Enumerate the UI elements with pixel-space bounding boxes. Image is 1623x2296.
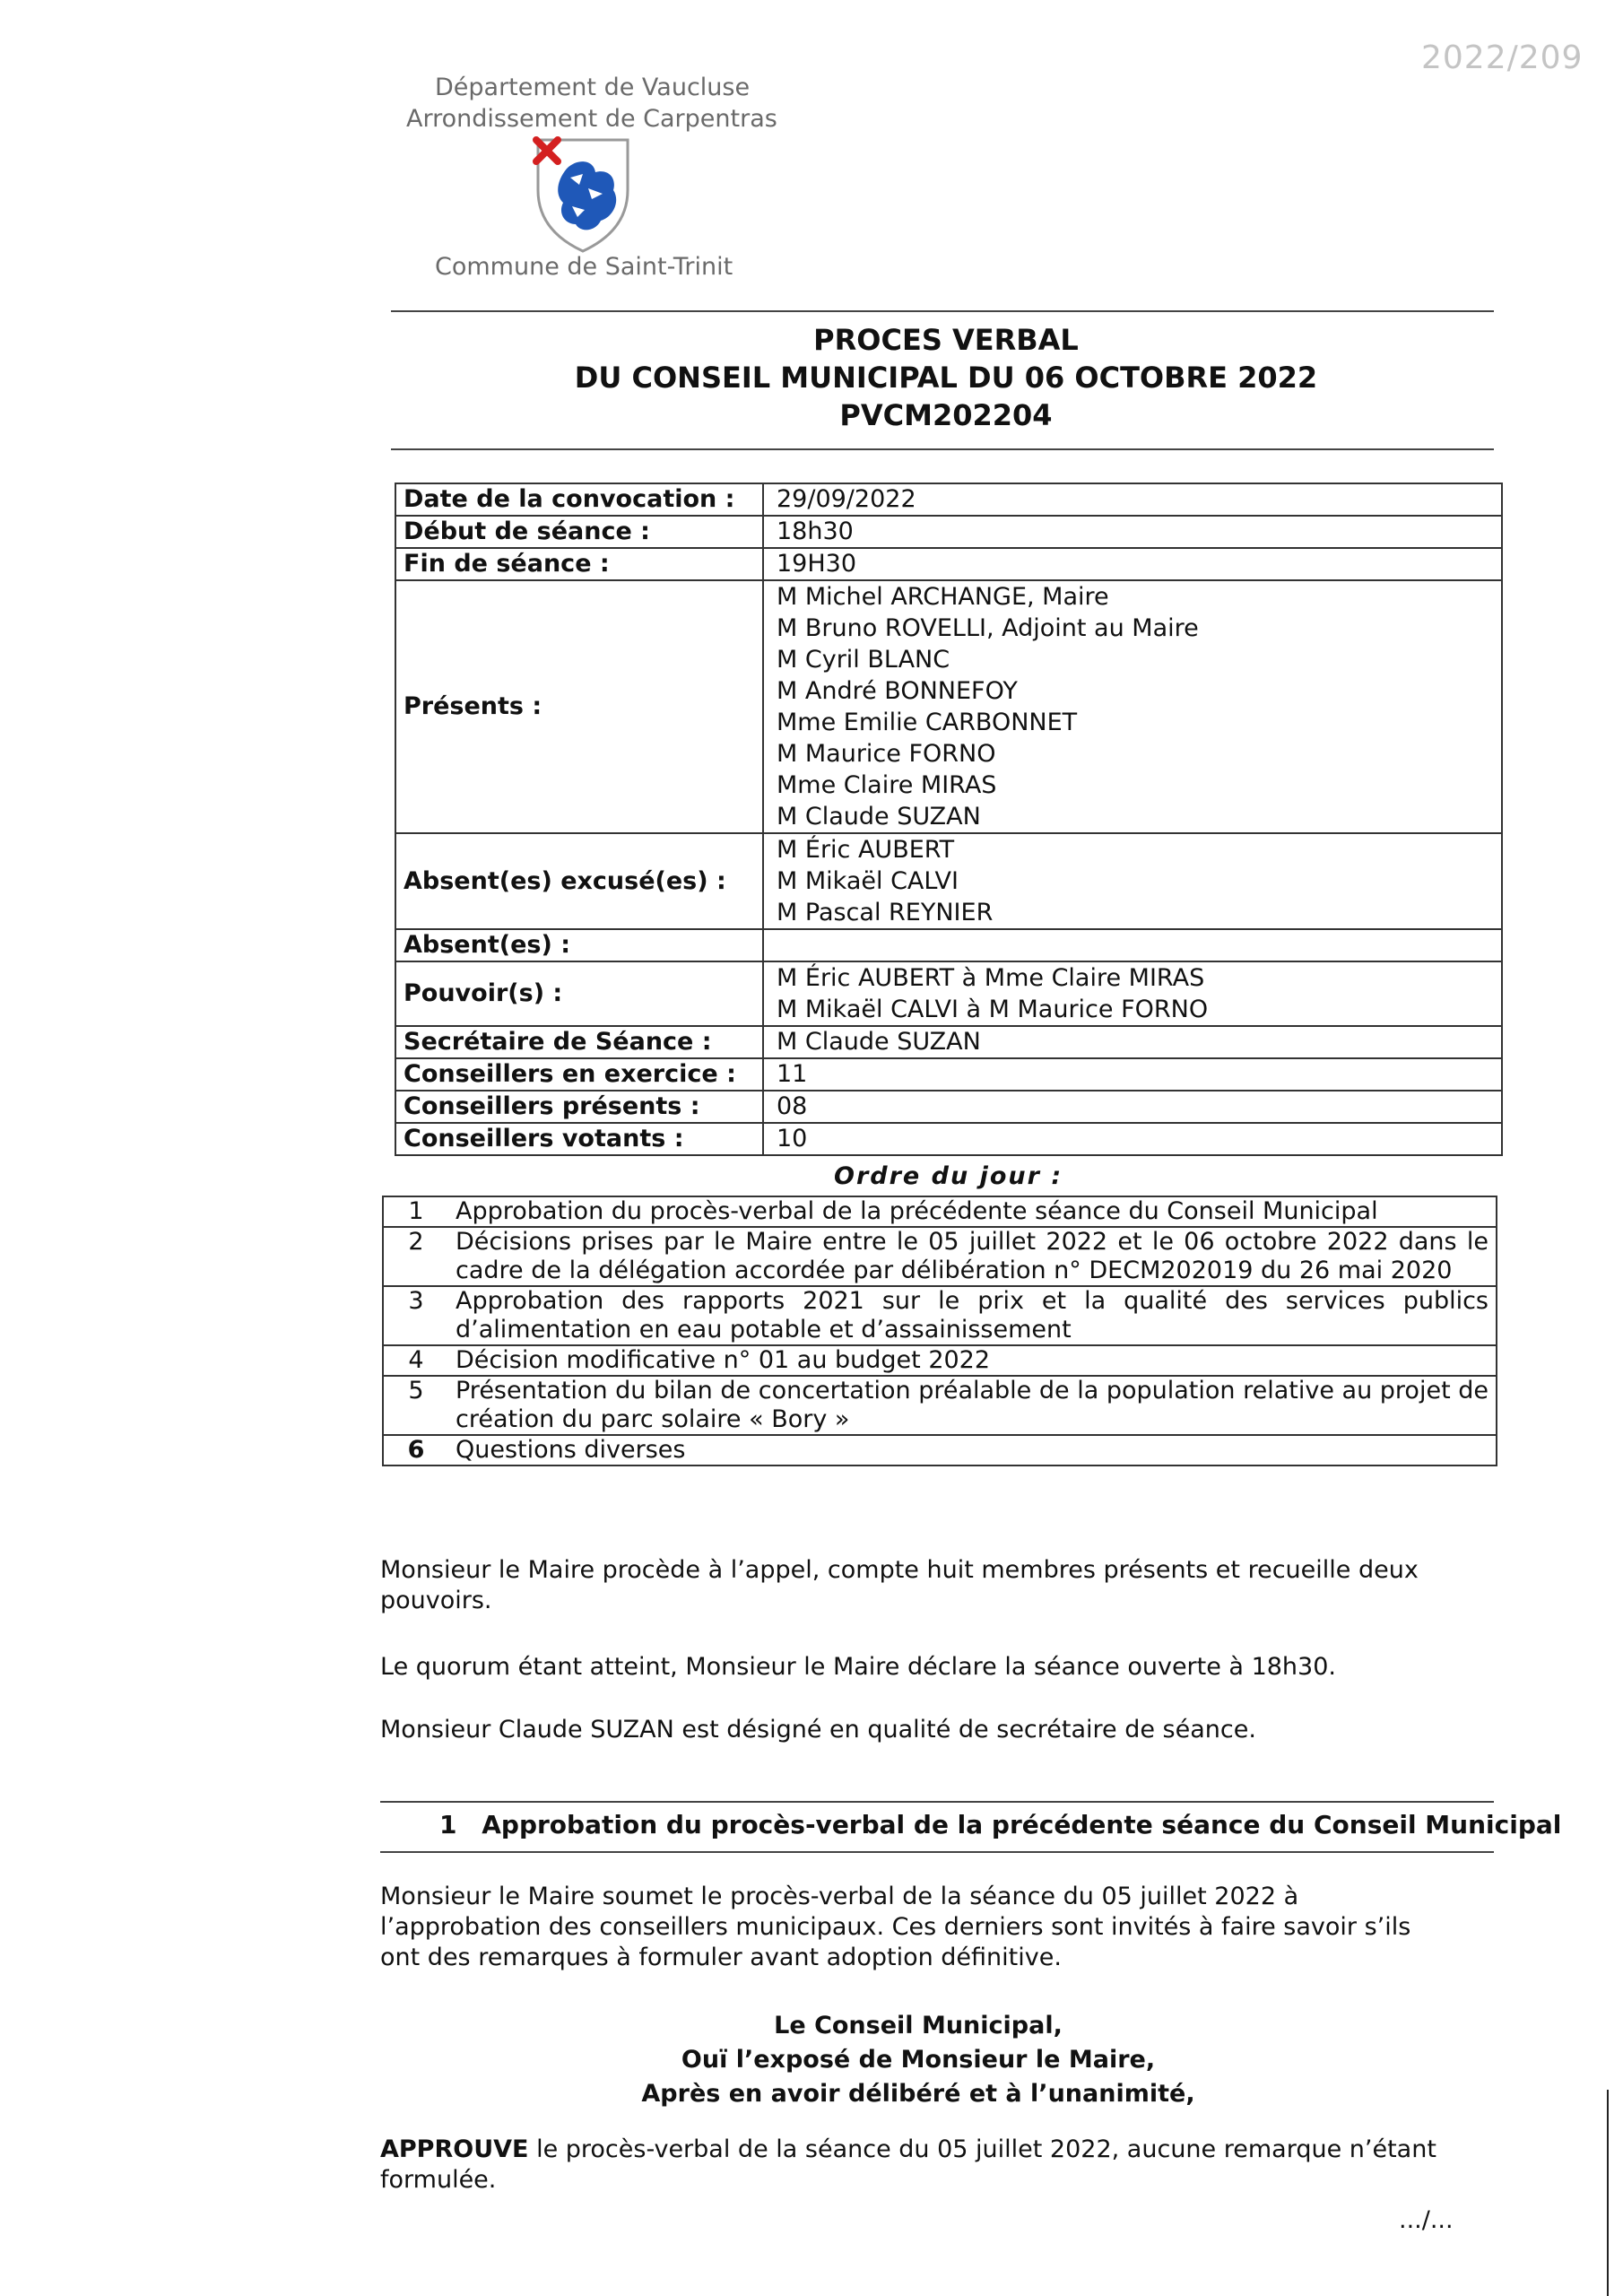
present-member: M Bruno ROVELLI, Adjoint au Maire bbox=[777, 614, 1199, 642]
present-member: Mme Emilie CARBONNET bbox=[777, 709, 1078, 736]
exercice-label: Conseillers en exercice : bbox=[395, 1058, 763, 1091]
pouvoirs-label: Pouvoir(s) : bbox=[395, 961, 763, 1026]
agenda-title: Ordre du jour : bbox=[834, 1162, 1063, 1190]
divider bbox=[380, 1801, 1494, 1803]
council-line: Le Conseil Municipal, bbox=[774, 2012, 1063, 2039]
excuses-label: Absent(es) excusé(es) : bbox=[395, 833, 763, 929]
presents-label: Présents : bbox=[395, 580, 763, 833]
page-title: PROCES VERBAL bbox=[813, 323, 1079, 357]
votants-label: Conseillers votants : bbox=[395, 1123, 763, 1155]
fin-value: 19H30 bbox=[763, 548, 1502, 580]
absents-label: Absent(es) : bbox=[395, 929, 763, 961]
agenda-item bbox=[383, 1286, 1497, 1345]
fin-label: Fin de séance : bbox=[395, 548, 763, 580]
divider bbox=[391, 310, 1494, 312]
absents-value bbox=[763, 929, 1502, 961]
agenda-text: Décision modificative n° 01 au budget 2022 bbox=[448, 1345, 1497, 1376]
agenda-item bbox=[383, 1376, 1497, 1435]
present-member: M Cyril BLANC bbox=[777, 646, 950, 674]
presents-count-label: Conseillers présents : bbox=[395, 1091, 763, 1123]
convocation-label: Date de la convocation : bbox=[395, 483, 763, 516]
debut-value: 18h30 bbox=[763, 516, 1502, 548]
agenda-text: Décisions prises par le Maire entre le 05 juillet 2022 et le 06 octobre 2022 dans le cadre de la délégation accordée par délibération n° DECM202019 du 26 mai 2020 bbox=[448, 1227, 1497, 1286]
agenda-item bbox=[383, 1345, 1497, 1376]
present-member: M Michel ARCHANGE, Maire bbox=[777, 583, 1109, 611]
agenda-number: 1 bbox=[383, 1196, 448, 1227]
agenda-number: 6 bbox=[383, 1435, 448, 1465]
excused-member: M Mikaël CALVI bbox=[777, 867, 959, 895]
excuses-list bbox=[763, 833, 1502, 929]
agenda-number: 3 bbox=[383, 1286, 448, 1345]
excused-member: M Éric AUBERT bbox=[777, 836, 955, 864]
roll-call-paragraph: Monsieur le Maire procède à l’appel, compte huit membres présents et recueille deux pouvoirs. bbox=[380, 1556, 1419, 1614]
section-paragraph: Monsieur le Maire soumet le procès-verbal de la séance du 05 juillet 2022 à l’approbation des conseillers municipaux. Ces derniers sont invités à faire savoir s’ils ont des remarques à formuler avant adoption définitive. bbox=[380, 1883, 1411, 1971]
present-member: M Claude SUZAN bbox=[777, 803, 981, 831]
continuation-mark: .../... bbox=[1399, 2206, 1454, 2234]
present-member: M Maurice FORNO bbox=[777, 740, 996, 768]
presents-count-value: 08 bbox=[763, 1091, 1502, 1123]
agenda-item bbox=[383, 1196, 1497, 1227]
votants-value: 10 bbox=[763, 1123, 1502, 1155]
exercice-value: 11 bbox=[763, 1058, 1502, 1091]
agenda-number: 2 bbox=[383, 1227, 448, 1286]
agenda-item bbox=[383, 1435, 1497, 1465]
arrondissement-name: Arrondissement de Carpentras bbox=[406, 105, 777, 133]
agenda-number: 5 bbox=[383, 1376, 448, 1435]
debut-label: Début de séance : bbox=[395, 516, 763, 548]
agenda-text: Approbation du procès-verbal de la précédente séance du Conseil Municipal bbox=[448, 1196, 1497, 1227]
proxy-entry: M Éric AUBERT à Mme Claire MIRAS bbox=[777, 964, 1205, 992]
page-subtitle: DU CONSEIL MUNICIPAL DU 06 OCTOBRE 2022 bbox=[574, 361, 1318, 395]
approval-paragraph bbox=[380, 2135, 1456, 2196]
agenda-text: Questions diverses bbox=[448, 1435, 1497, 1465]
proxy-entry: M Mikaël CALVI à M Maurice FORNO bbox=[777, 996, 1209, 1023]
agenda-number: 4 bbox=[383, 1345, 448, 1376]
session-info-table bbox=[395, 483, 1503, 1156]
agenda-text: Approbation des rapports 2021 sur le prix et la qualité des services publics d’alimentation en eau potable et d’assainissement bbox=[448, 1286, 1497, 1345]
scan-edge-line bbox=[1607, 2090, 1609, 2296]
agenda-item bbox=[383, 1227, 1497, 1286]
coat-of-arms-icon bbox=[531, 135, 635, 255]
present-member: M André BONNEFOY bbox=[777, 677, 1018, 705]
council-line: Ouï l’exposé de Monsieur le Maire, bbox=[681, 2046, 1156, 2074]
agenda-text: Présentation du bilan de concertation préalable de la population relative au projet de création du parc solaire « Bory » bbox=[448, 1376, 1497, 1435]
council-line: Après en avoir délibéré et à l’unanimité, bbox=[641, 2080, 1195, 2108]
presents-list bbox=[763, 580, 1502, 833]
excused-member: M Pascal REYNIER bbox=[777, 899, 994, 926]
section-number: 1 bbox=[439, 1810, 457, 1839]
section-heading: Approbation du procès-verbal de la précédente séance du Conseil Municipal bbox=[482, 1810, 1562, 1839]
present-member: Mme Claire MIRAS bbox=[777, 771, 997, 799]
divider bbox=[380, 1851, 1494, 1853]
document-reference: PVCM202204 bbox=[839, 398, 1053, 432]
secretaire-label: Secrétaire de Séance : bbox=[395, 1026, 763, 1058]
approve-text: le procès-verbal de la séance du 05 juillet 2022, aucune remarque n’étant formulée. bbox=[380, 2135, 1436, 2194]
secretaire-value: M Claude SUZAN bbox=[763, 1026, 1502, 1058]
pouvoirs-list bbox=[763, 961, 1502, 1026]
commune-name: Commune de Saint-Trinit bbox=[435, 253, 733, 281]
department-name: Département de Vaucluse bbox=[435, 74, 751, 101]
quorum-paragraph: Le quorum étant atteint, Monsieur le Maire déclare la séance ouverte à 18h30. bbox=[380, 1653, 1336, 1681]
divider bbox=[391, 448, 1494, 450]
convocation-value: 29/09/2022 bbox=[763, 483, 1502, 516]
approve-word: APPROUVE bbox=[380, 2135, 529, 2163]
section-title bbox=[439, 1810, 1561, 1839]
agenda-table bbox=[382, 1196, 1497, 1466]
secretary-paragraph: Monsieur Claude SUZAN est désigné en qualité de secrétaire de séance. bbox=[380, 1716, 1256, 1744]
page-number: 2022/209 bbox=[1421, 39, 1584, 76]
